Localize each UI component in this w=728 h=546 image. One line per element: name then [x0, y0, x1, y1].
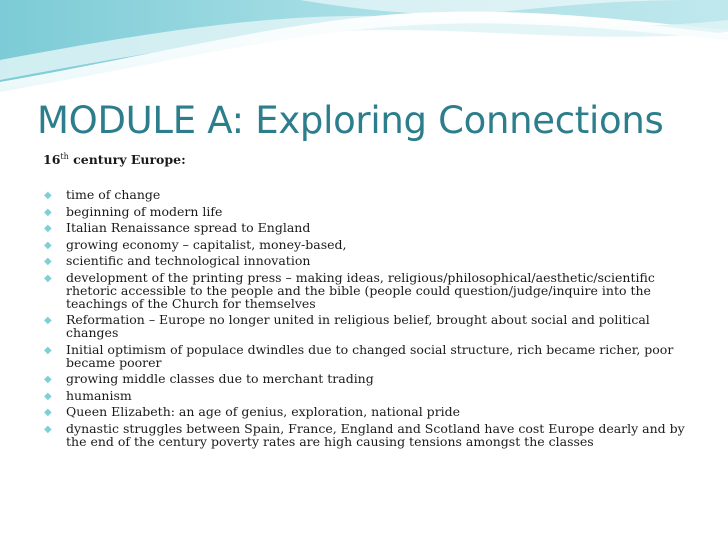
bullet-item [43, 188, 703, 201]
diamond-bullet-icon: ◆ [44, 374, 52, 385]
bullet-text: beginning of modern life [66, 203, 223, 219]
diamond-bullet-icon: ◆ [44, 344, 52, 356]
diamond-bullet-icon: ◆ [44, 423, 52, 435]
bullet-text: development of the printing press – making ideas, religious/philosophical/aesthetic/scientific rhetoric accessible to the people and the bible (people could question/judge/inquire into the teachings of the Church for themselves [66, 269, 655, 311]
bullet-text: Initial optimism of populace dwindles due to changed social structure, rich became richer, poor became poorer [66, 341, 674, 370]
bullet-text: growing middle classes due to merchant trading [66, 371, 374, 386]
bullet-text: humanism [66, 387, 132, 403]
diamond-bullet-icon: ◆ [44, 206, 52, 218]
diamond-bullet-icon: ◆ [44, 256, 52, 267]
diamond-bullet-icon: ◆ [44, 190, 52, 201]
bullet-text: time of change [66, 187, 161, 202]
diamond-bullet-icon: ◆ [44, 272, 52, 284]
bullet-item [43, 238, 703, 251]
bullet-text: Reformation – Europe no longer united in religious belief, brought about social and political changes [66, 312, 650, 340]
bullet-list [43, 188, 703, 451]
slide-title: MODULE A: Exploring Connections [37, 99, 664, 142]
bullet-item [43, 271, 703, 310]
diamond-bullet-icon: ◆ [44, 390, 52, 402]
century-number: 16 [43, 152, 61, 167]
bullet-text: scientific and technological innovation [66, 253, 311, 268]
section-subheading [43, 152, 186, 167]
subheading-text: century Europe: [68, 152, 186, 167]
bullet-item [43, 389, 703, 402]
bullet-item [43, 405, 703, 418]
bullet-item [43, 422, 703, 448]
wave-header-decoration [0, 0, 728, 92]
bullet-text: Queen Elizabeth: an age of genius, exploration, national pride [66, 404, 461, 419]
bullet-item [43, 205, 703, 218]
bullet-text: dynastic struggles between Spain, France, England and Scotland have cost Europe dearly and by the end of the century poverty rates are high causing tensions amongst the classes [66, 420, 685, 449]
diamond-bullet-icon: ◆ [44, 223, 52, 234]
diamond-bullet-icon: ◆ [44, 407, 52, 418]
diamond-bullet-icon: ◆ [44, 315, 52, 326]
bullet-item [43, 372, 703, 385]
bullet-item [43, 221, 703, 234]
diamond-bullet-icon: ◆ [44, 239, 52, 251]
bullet-item [43, 343, 703, 369]
bullet-item [43, 254, 703, 267]
century-ordinal-suffix: th [60, 152, 69, 161]
bullet-text: Italian Renaissance spread to England [66, 220, 311, 235]
bullet-text: growing economy – capitalist, money-based, [66, 236, 347, 252]
bullet-item [43, 313, 703, 339]
